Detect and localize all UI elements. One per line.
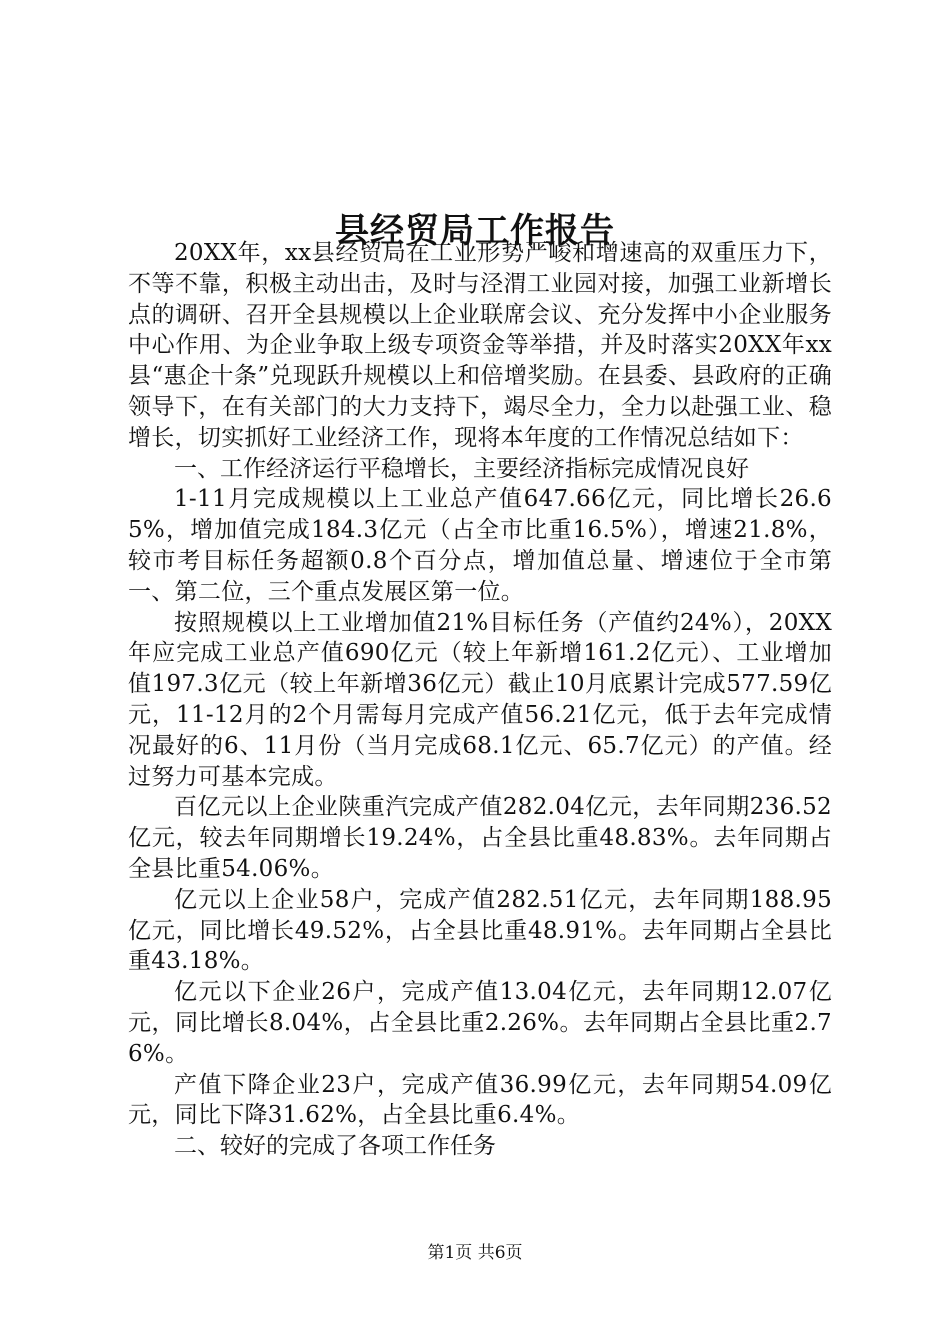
target-task-paragraph: 按照规模以上工业增加值21%目标任务（产值约24%），20XX年应完成工业总产值690亿元（较上年新增161.2亿元）、工业增加值197.3亿元（较上年新增36亿元）截止10月底累计完成577.59亿元，11-12月的2个月需每月完成产值56.21亿元，低于去年完成情况最好的6、11月份（当月完成68.1亿元、65.7亿元）的产值。经过努力可基本完成。 (128, 609, 832, 790)
below-billion-enterprise-paragraph: 亿元以下企业26户，完成产值13.04亿元，去年同期12.07亿元，同比增长8.04%，占全县比重2.26%。去年同期占全县比重2.76%。 (128, 979, 832, 1067)
above-billion-enterprise-paragraph: 亿元以上企业58户，完成产值282.51亿元，去年同期188.95亿元，同比增长49.52%，占全县比重48.91%。去年同期占全县比重43.18%。 (128, 886, 832, 975)
hundred-billion-enterprise-paragraph: 百亿元以上企业陕重汽完成产值282.04亿元，去年同期236.52亿元，较去年同期增长19.24%，占全县比重48.83%。去年同期占全县比重54.06%。 (128, 794, 832, 882)
intro-paragraph: 20XX年，xx县经贸局在工业形势严峻和增速高的双重压力下，不等不靠，积极主动出击，及时与泾渭工业园对接，加强工业新增长点的调研、召开全县规模以上企业联席会议、充分发挥中小企业服务中心作用、为企业争取上级专项资金等举措，并及时落实20XX年xx县“惠企十条”兑现跃升规模以上和倍增奖励。在县委、县政府的正确领导下，在有关部门的大力支持下，竭尽全力，全力以赴强工业、稳增长，切实抓好工业经济工作，现将本年度的工作情况总结如下： (128, 240, 832, 451)
document-title: 县经贸局工作报告 (335, 210, 615, 251)
declining-enterprise-paragraph: 产值下降企业23户，完成产值36.99亿元，去年同期54.09亿元，同比下降31.62%，占全县比重6.4%。 (128, 1071, 832, 1129)
output-summary-paragraph: 1-11月完成规模以上工业总产值647.66亿元，同比增长26.65%，增加值完成184.3亿元（占全市比重16.5%），增速21.8%，较市考目标任务超额0.8个百分点，增加值总量、增速位于全市第一、第二位，三个重点发展区第一位。 (128, 486, 832, 605)
section-heading-2: 二、较好的完成了各项工作任务 (174, 1133, 496, 1160)
page-footer: 第1页 共6页 (427, 1243, 523, 1263)
section-heading-1: 一、工作经济运行平稳增长，主要经济指标完成情况良好 (174, 455, 749, 482)
document-body (128, 238, 832, 1162)
